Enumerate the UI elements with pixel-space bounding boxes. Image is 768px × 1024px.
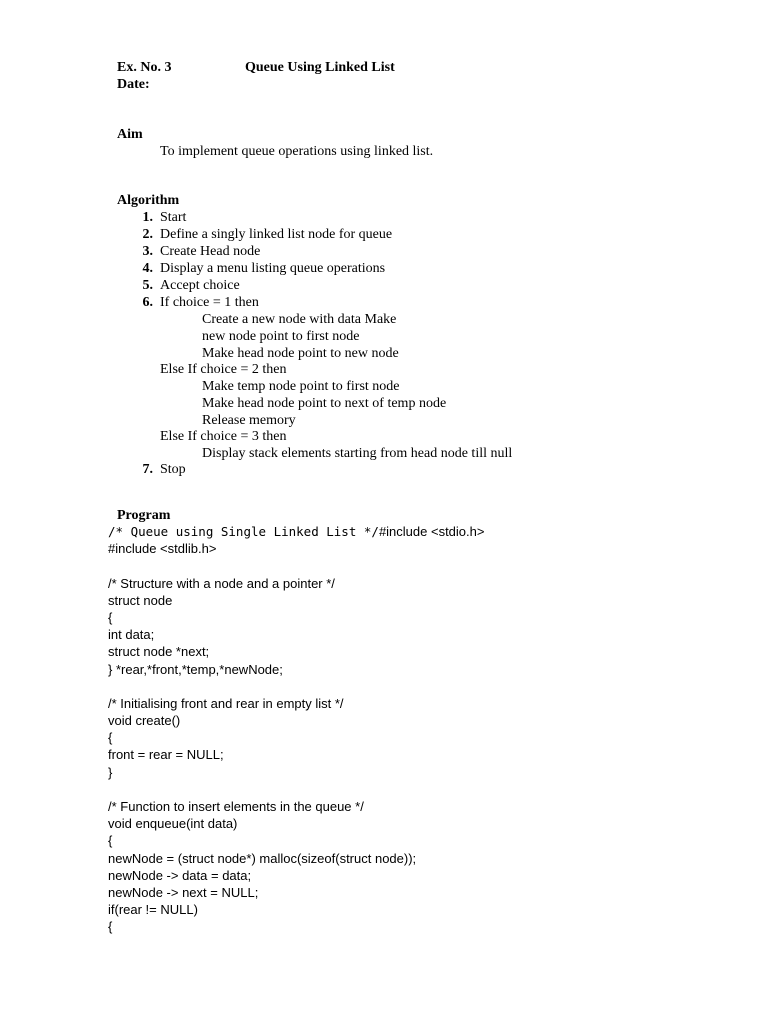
algorithm-step: 2. Define a singly linked list node for queue [142,227,393,242]
algorithm-substep: Make temp node point to first node [202,379,400,394]
algorithm-substep: Make head node point to next of temp node [202,396,447,411]
algorithm-else: Else If choice = 2 then [160,362,287,377]
algorithm-else: Else If choice = 3 then [160,429,287,444]
code-line [108,678,484,695]
code-line [108,781,484,798]
code-line: } *rear,*front,*temp,*newNode; [108,661,283,677]
code-line: /* Initialising front and rear in empty list */ [108,695,344,711]
program-heading: Program [117,508,171,523]
code-line: struct node [108,592,173,608]
code-line: /* Structure with a node and a pointer */ [108,575,335,591]
algorithm-step: 5. Accept choice [142,278,240,293]
algorithm-heading: Algorithm [117,193,180,208]
code-line: int data; [108,627,155,643]
algorithm-substep: new node point to first node [202,329,360,344]
code-line: #include <stdlib.h> [108,541,217,557]
code-line: front = rear = NULL; [108,747,224,763]
algorithm-step: 6. If choice = 1 then [142,295,259,310]
algorithm-step: 7. Stop [142,462,186,477]
code-line: newNode = (struct node*) malloc(sizeof(struct node)); [108,850,417,866]
algorithm-substep: Display stack elements starting from head node till null [202,446,513,461]
code-line: /* Queue using Single Linked List */#include <stdio.h> [108,524,485,539]
algorithm-step: 3. Create Head node [142,244,261,259]
algorithm-substep: Create a new node with data Make [202,312,397,327]
aim-text: To implement queue operations using linked list. [160,144,434,159]
code-line: newNode -> data = data; [108,867,252,883]
exercise-number: Ex. No. 3 [117,60,172,75]
code-line: newNode -> next = NULL; [108,884,259,900]
code-line: void create() [108,713,181,729]
code-line: } [108,764,113,780]
code-line: if(rear != NULL) [108,902,198,918]
algorithm-step: 1. Start [142,210,187,225]
algorithm-step: 4. Display a menu listing queue operations [142,261,386,276]
code-line: { [108,833,113,849]
date-label: Date: [117,77,150,92]
code-line: /* Function to insert elements in the queue */ [108,799,364,814]
program-code [108,523,484,936]
code-line: void enqueue(int data) [108,816,238,832]
code-line: { [108,730,113,746]
algorithm-substep: Make head node point to new node [202,346,399,361]
document-title: Queue Using Linked List [245,60,395,75]
aim-heading: Aim [117,127,143,142]
code-line: struct node *next; [108,644,210,660]
code-line: { [108,919,113,935]
algorithm-substep: Release memory [202,413,296,428]
code-line: { [108,609,113,625]
code-line [108,557,484,574]
